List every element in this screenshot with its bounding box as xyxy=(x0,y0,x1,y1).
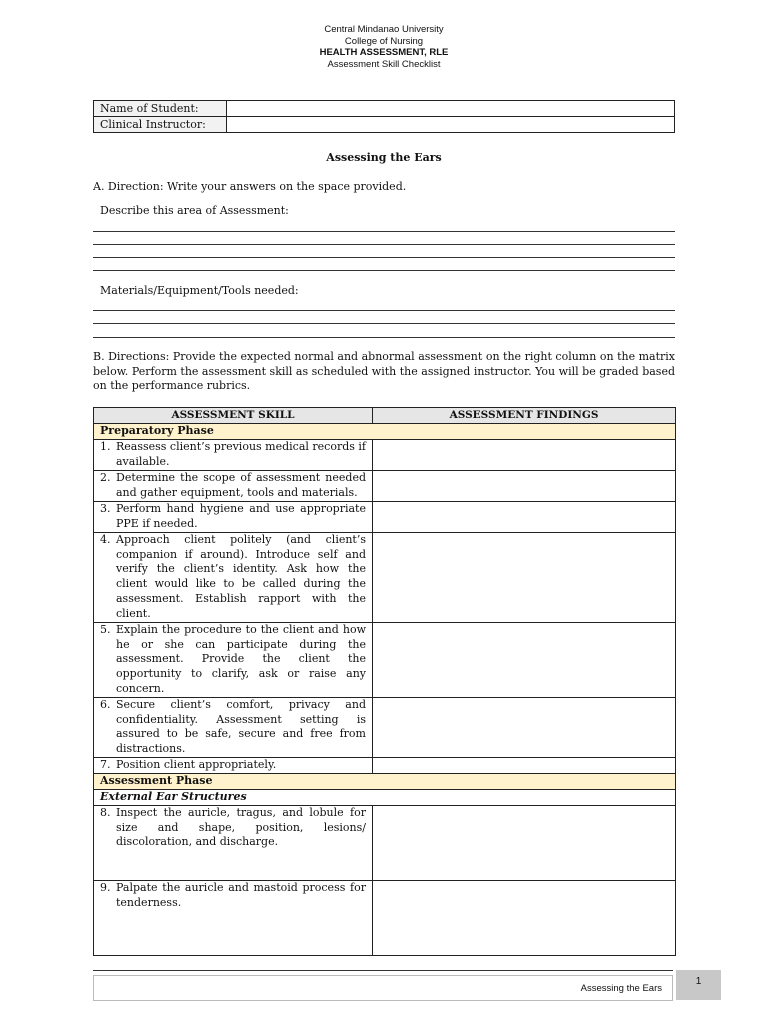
item-number: 3. xyxy=(100,502,111,515)
answer-line[interactable] xyxy=(93,323,675,324)
answer-line[interactable] xyxy=(93,337,675,338)
item-number: 8. xyxy=(100,806,111,819)
table-row xyxy=(94,440,676,471)
info-table xyxy=(93,100,675,133)
item-number: 1. xyxy=(100,440,111,453)
item-number: 2. xyxy=(100,471,111,484)
skill-text: Palpate the auricle and mastoid process for tenderness. xyxy=(116,881,366,909)
table-row xyxy=(94,758,676,774)
clinical-instructor-field[interactable] xyxy=(227,117,675,133)
findings-cell[interactable] xyxy=(373,806,676,881)
document-header xyxy=(0,24,768,70)
skill-text: Determine the scope of assessment needed and gather equipment, tools and materials. xyxy=(116,471,366,499)
table-row xyxy=(94,698,676,758)
skill-text: Reassess client’s previous medical records if available. xyxy=(116,440,366,468)
skill-text: Inspect the auricle, tragus, and lobule for size and shape, position, lesions/ discoloration, and discharge. xyxy=(116,806,366,849)
item-number: 4. xyxy=(100,533,111,546)
skill-text: Perform hand hygiene and use appropriate PPE if needed. xyxy=(116,502,366,530)
document-type: Assessment Skill Checklist xyxy=(327,58,441,70)
student-name-field[interactable] xyxy=(227,101,675,117)
college-name: College of Nursing xyxy=(344,35,424,47)
skill-text: Secure client’s comfort, privacy and confidentiality. Assessment setting is assured to be safe, secure and free from distractions. xyxy=(116,698,366,756)
phase-assessment: Assessment Phase xyxy=(94,774,676,790)
answer-line[interactable] xyxy=(93,270,675,271)
page-title: Assessing the Ears xyxy=(326,151,442,164)
col-header-skill: ASSESSMENT SKILL xyxy=(94,408,373,424)
table-row xyxy=(94,806,676,881)
direction-b: B. Directions: Provide the expected normal and abnormal assessment on the right column on the matrix below. Perform the assessment skill as scheduled with the assigned instructor. You will be graded based on the performance rubrics. xyxy=(93,350,675,393)
skill-text: Approach client politely (and client’s companion if around). Introduce self and verify the client’s identity. Ask how the client would like to be called during the assessment. Establish rapport with the client. xyxy=(116,533,366,620)
skill-text: Position client appropriately. xyxy=(116,758,277,771)
findings-cell[interactable] xyxy=(373,471,676,502)
answer-line[interactable] xyxy=(93,244,675,245)
student-name-label: Name of Student: xyxy=(94,101,227,117)
course-name: HEALTH ASSESSMENT, RLE xyxy=(319,47,449,58)
item-number: 5. xyxy=(100,623,111,636)
col-header-findings: ASSESSMENT FINDINGS xyxy=(373,408,676,424)
table-row xyxy=(94,471,676,502)
phase-preparatory: Preparatory Phase xyxy=(94,424,676,440)
findings-cell[interactable] xyxy=(373,698,676,758)
table-row xyxy=(94,881,676,956)
findings-cell[interactable] xyxy=(373,440,676,471)
clinical-instructor-label: Clinical Instructor: xyxy=(94,117,227,133)
assessment-matrix xyxy=(93,407,676,956)
university-name: Central Mindanao University xyxy=(324,24,444,35)
subphase-external-ear: External Ear Structures xyxy=(94,790,676,806)
skill-text: Explain the procedure to the client and how he or she can participate during the assessment. Provide the client the opportunity to clarify, ask or raise any concern. xyxy=(116,623,366,695)
findings-cell[interactable] xyxy=(373,533,676,623)
footer-label: Assessing the Ears xyxy=(580,983,662,994)
table-row xyxy=(94,533,676,623)
answer-line[interactable] xyxy=(93,257,675,258)
direction-a: A. Direction: Write your answers on the space provided. xyxy=(93,180,407,193)
footer xyxy=(93,975,673,1001)
materials-label: Materials/Equipment/Tools needed: xyxy=(100,284,299,297)
answer-line[interactable] xyxy=(93,231,675,232)
footer-divider xyxy=(93,970,673,971)
item-number: 6. xyxy=(100,698,111,711)
table-row xyxy=(94,623,676,698)
item-number: 7. xyxy=(100,758,111,771)
table-row xyxy=(94,502,676,533)
findings-cell[interactable] xyxy=(373,881,676,956)
describe-label: Describe this area of Assessment: xyxy=(100,204,289,217)
item-number: 9. xyxy=(100,881,111,894)
answer-line[interactable] xyxy=(93,310,675,311)
page-number: 1 xyxy=(676,970,721,1000)
findings-cell[interactable] xyxy=(373,502,676,533)
findings-cell[interactable] xyxy=(373,758,676,774)
findings-cell[interactable] xyxy=(373,623,676,698)
